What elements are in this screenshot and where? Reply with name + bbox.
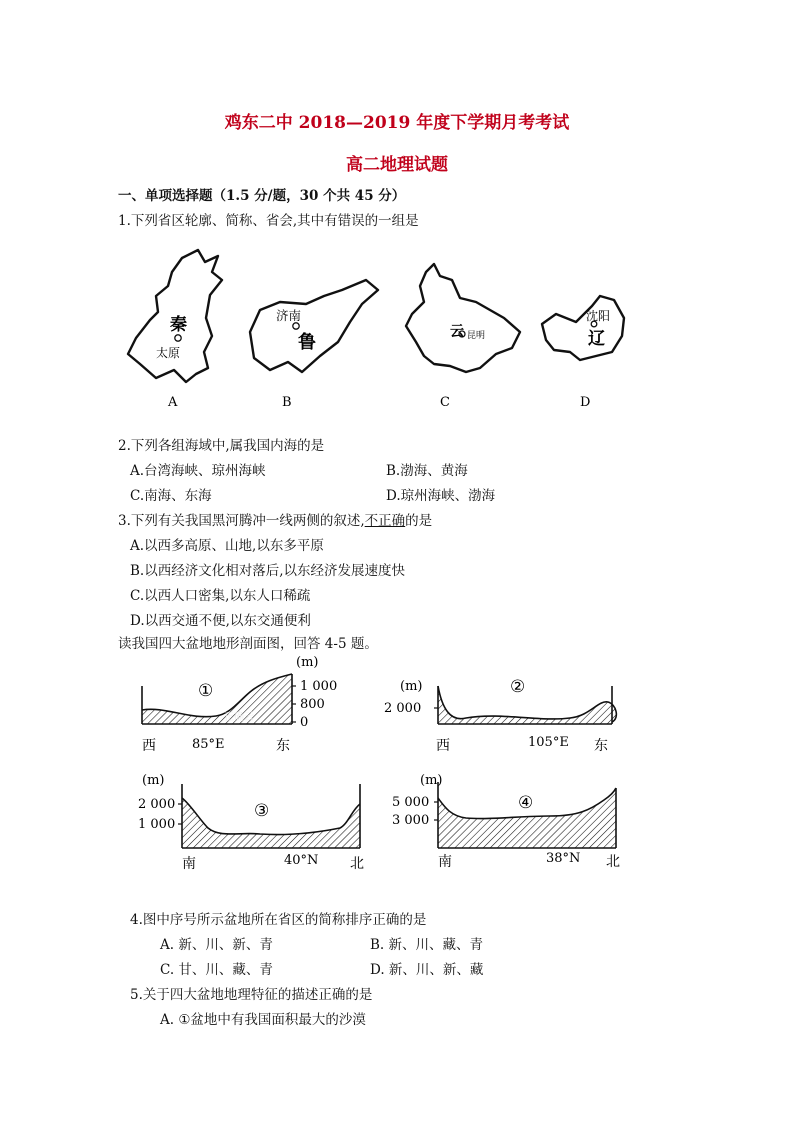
question-4-stem: 4.图中序号所示盆地所在省区的简称排序正确的是 [130,912,427,928]
question-3-stem-emphasis: 不正确 [364,513,406,529]
profile-2-unit: (m) [400,679,423,694]
profile-3-left: 南 [182,856,196,872]
question-2-option-c: C.南海、东海 [130,488,212,504]
profile-4-left: 南 [438,854,452,870]
profile-4 [392,773,620,870]
question-1-stem: 1.下列省区轮廓、简称、省会,其中有错误的一组是 [118,213,419,229]
map-c-capital: 昆明 [467,331,486,341]
profile-1-left: 西 [142,738,156,754]
map-c-abbr: 云 [450,324,464,340]
map-a-capital: 太原 [156,346,181,360]
exam-title: 鸡东二中 2018—2019 年度下学期月考考试 [224,113,570,133]
profile-3-number: ③ [254,801,270,821]
profile-2-left: 西 [436,738,450,754]
question-2-stem: 2.下列各组海域中,属我国内海的是 [118,438,325,454]
question-4-option-a: A. 新、川、新、青 [160,937,273,953]
profile-1-right: 东 [276,738,290,754]
profile-4-tick-2: 3 000 [392,813,430,828]
profile-1 [142,655,337,754]
map-b-capital: 济南 [276,308,302,323]
map-b-letter: B [282,395,292,410]
basin-profiles [120,652,640,877]
map-d-capital: 沈阳 [586,309,611,323]
exam-subtitle: 高二地理试题 [346,155,448,175]
map-b [250,280,378,410]
profile-2 [384,677,616,754]
question-3-stem [118,509,432,529]
profile-1-tick-3: 0 [300,715,309,730]
profile-3-right: 北 [350,856,364,872]
profile-4-right: 北 [606,854,620,870]
question-3-stem-pre: 3.下列有关我国黑河腾冲一线两侧的叙述, [118,513,365,529]
question-3-option-a: A.以西多高原、山地,以东多平原 [130,538,324,554]
profile-1-tick-1: 1 000 [300,679,338,694]
map-c-letter: C [440,395,450,410]
profile-1-coord: 85°E [192,737,225,752]
map-d-abbr: 辽 [588,329,605,349]
profile-4-coord: 38°N [546,851,581,866]
question-4-option-d: D. 新、川、新、藏 [370,962,484,978]
profile-4-tick-1: 5 000 [392,795,430,810]
question-3-option-c: C.以西人口密集,以东人口稀疏 [130,588,311,604]
profile-2-number: ② [510,677,526,697]
section-heading: 一、单项选择题（1.5 分/题，30 个共 45 分） [118,188,406,204]
profile-1-watermark: 正确云 [224,712,254,723]
question-2-option-b: B.渤海、黄海 [386,463,468,479]
map-a-abbr: 秦 [170,315,187,335]
profile-3 [138,773,364,872]
reading-prompt: 读我国四大盆地地形剖面图，回答 4-5 题。 [118,636,378,652]
map-b-abbr: 鲁 [298,332,316,353]
profile-1-number: ① [198,681,214,701]
profile-1-tick-2: 800 [300,697,325,712]
question-4-option-c: C. 甘、川、藏、青 [160,962,273,978]
map-a [128,250,222,410]
question-3-option-b: B.以西经济文化相对落后,以东经济发展速度快 [130,563,406,579]
question-3-stem-post: 的是 [405,513,433,529]
profile-1-unit: (m) [296,655,319,670]
profile-3-coord: 40°N [284,853,319,868]
profile-4-unit: (m) [420,773,443,788]
question-4-option-b: B. 新、川、藏、青 [370,937,484,953]
profile-2-tick-1: 2 000 [384,701,422,716]
map-c [406,264,520,410]
question-5-option-a: A. ①盆地中有我国面积最大的沙漠 [160,1012,366,1028]
profile-2-coord: 105°E [528,735,569,750]
question-3-option-d: D.以西交通不便,以东交通便利 [130,613,311,629]
profile-3-tick-2: 1 000 [138,817,176,832]
question-5-stem: 5.关于四大盆地地理特征的描述正确的是 [130,987,373,1003]
map-a-letter: A [168,395,178,410]
map-d [542,296,624,410]
profile-3-unit: (m) [142,773,165,788]
profile-3-tick-1: 2 000 [138,797,176,812]
province-maps [110,240,650,415]
profile-2-right: 东 [594,738,608,754]
map-d-letter: D [580,395,591,410]
profile-4-number: ④ [518,793,534,813]
question-2-option-a: A.台湾海峡、琼州海峡 [130,463,266,479]
question-2-option-d: D.琼州海峡、渤海 [386,488,496,504]
